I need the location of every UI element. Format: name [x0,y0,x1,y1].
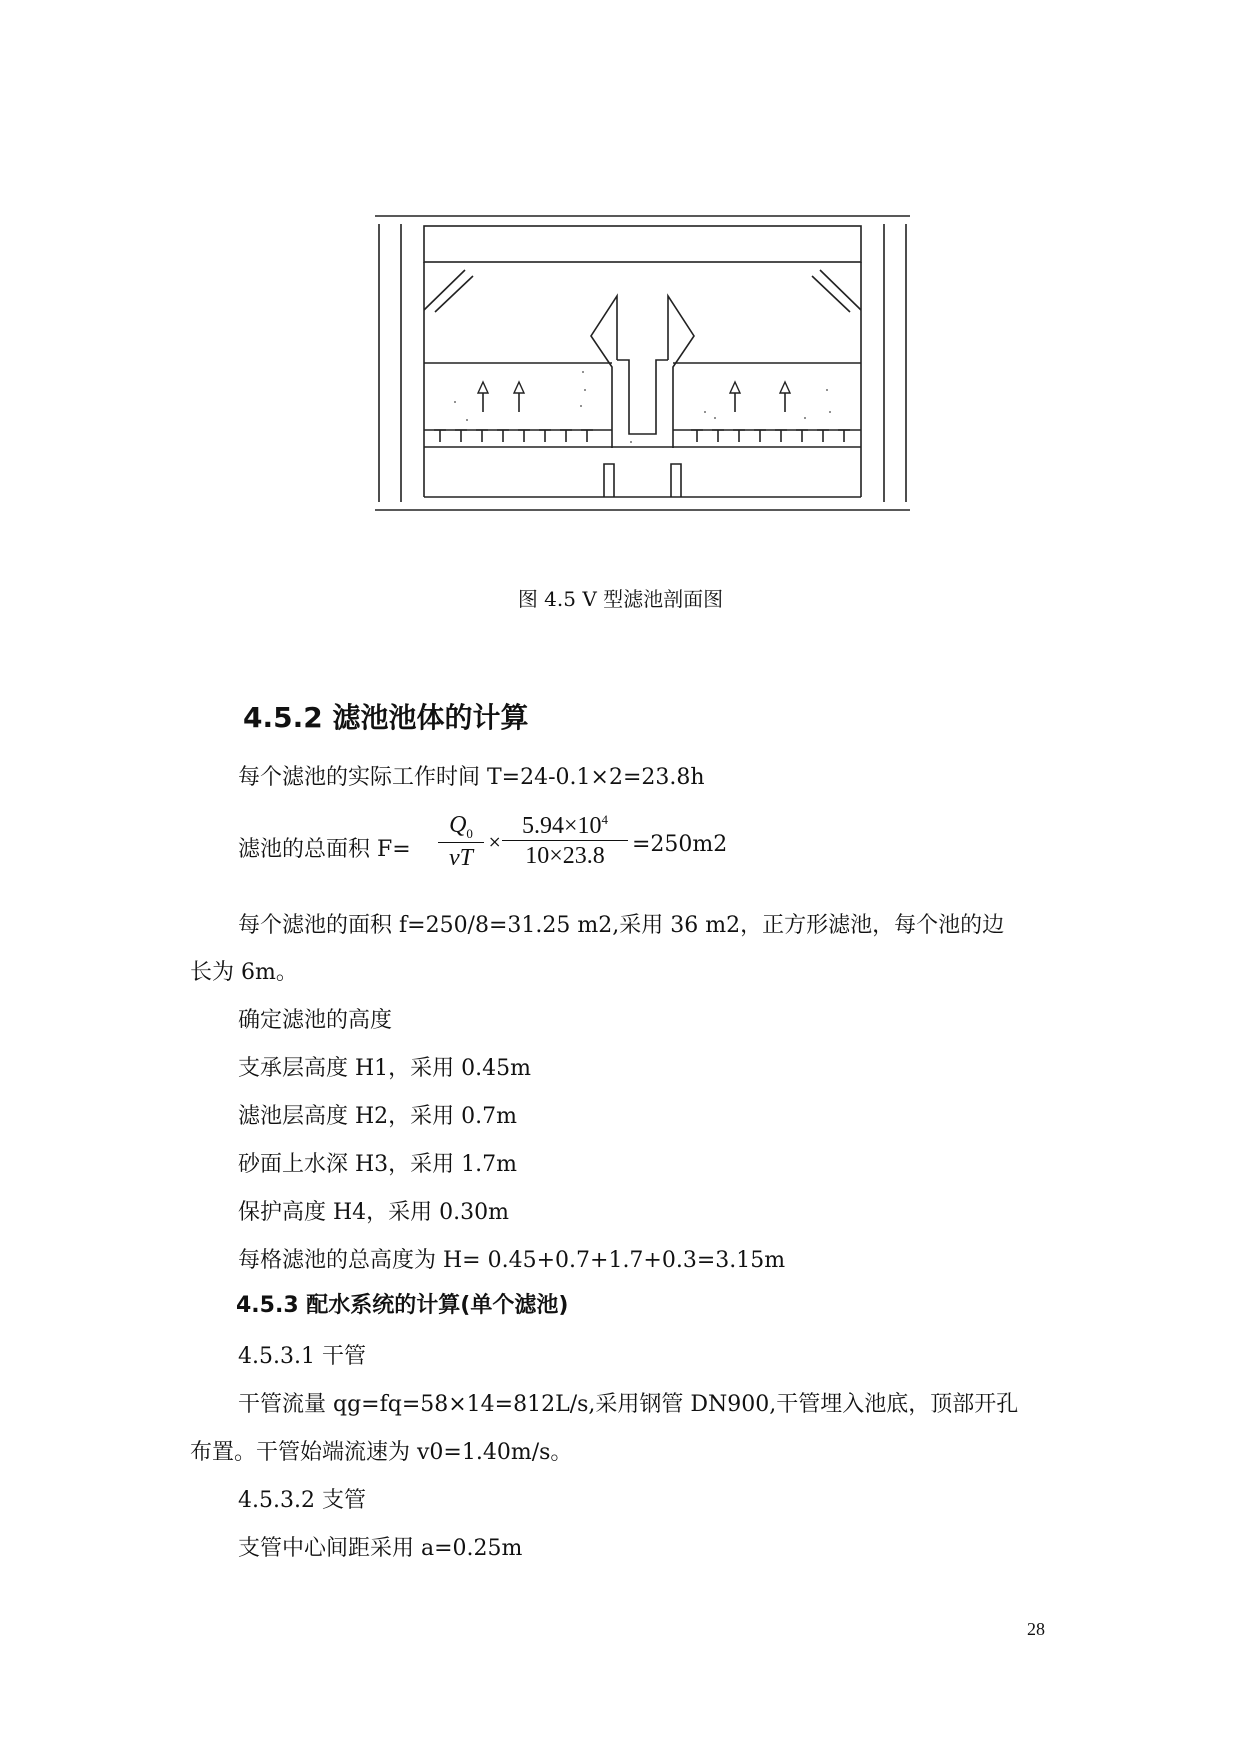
single-area-line2: 长为 6m。 [190,960,298,985]
page-number: 28 [1027,1619,1045,1639]
height-h1: 支承层高度 H1，采用 0.45m [238,1056,532,1081]
main-pipe-line2: 布置。干管始端流速为 v0=1.40m/s。 [190,1440,573,1465]
fraction-q-over-vt [438,812,484,872]
multiply-sign: × [488,832,502,851]
vt-symbol: vT [449,844,473,871]
main-pipe-line1: 干管流量 qg=fq=58×14=812L/s,采用钢管 DN900,干管埋入池底，顶部开孔 [238,1392,1019,1417]
section-heading-452: 4.5.2 滤池池体的计算 [243,701,529,734]
branch-pipe-line1: 支管中心间距采用 a=0.25m [238,1536,523,1561]
q-symbol: Q [449,812,467,838]
area-result: =250m2 [632,832,728,857]
filter-section-diagram [375,212,910,514]
subsection-4531-title: 4.5.3.1 干管 [238,1344,366,1369]
denominator-value: 10×23.8 [525,843,605,869]
height-h2: 滤池层高度 H2，采用 0.7m [238,1104,518,1129]
section-heading-453: 4.5.3 配水系统的计算(单个滤池) [236,1293,569,1318]
height-h3: 砂面上水深 H3，采用 1.7m [238,1152,518,1177]
figure-caption: 图 4.5 V 型滤池剖面图 [517,587,724,611]
total-height: 每格滤池的总高度为 H= 0.45+0.7+1.7+0.3=3.15m [238,1248,786,1273]
fraction-numeric [502,812,628,870]
area-formula-prefix: 滤池的总面积 F= [238,837,411,862]
area-formula [238,812,938,882]
single-area-line1: 每个滤池的面积 f=250/8=31.25 m2,采用 36 m2，正方形滤池，每个池的边 [238,913,1005,938]
height-h4: 保护高度 H4，采用 0.30m [238,1200,510,1225]
work-time-line: 每个滤池的实际工作时间 T=24-0.1×2=23.8h [238,765,705,790]
numerator-exponent: 4 [601,812,609,827]
numerator-value: 5.94×10 [521,813,602,839]
q-subscript: 0 [466,825,473,841]
height-title: 确定滤池的高度 [238,1008,393,1033]
subsection-4532-title: 4.5.3.2 支管 [238,1488,366,1513]
